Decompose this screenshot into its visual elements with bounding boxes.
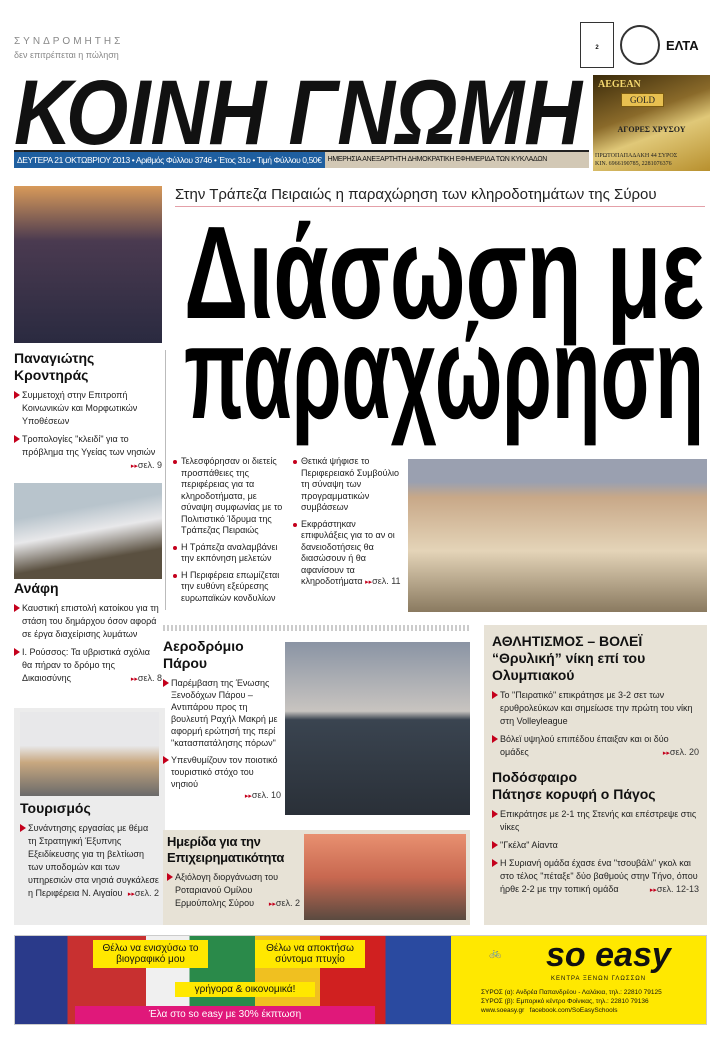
page-ref: ▸▸ σελ. 12-13 [650, 883, 699, 897]
so-easy-ad[interactable] [14, 935, 707, 1025]
article-title: Παναγιώτης Κροντηράς [14, 350, 95, 383]
kroudras-article[interactable] [14, 350, 162, 473]
page-ref: ▸▸ σελ. 2 [128, 887, 159, 901]
article-title: Αεροδρόμιο Πάρου [163, 638, 244, 671]
divider [165, 350, 166, 610]
elta-logo: ΕΛΤΑ [666, 37, 699, 53]
anafi-photo [14, 483, 162, 579]
ad-addresses: ΣΥΡΟΣ (α): Ανδρέα Παπανδρέου - Λαλάκια, τηλ.: 22810 79125 ΣΥΡΟΣ (β): Εμπορικό κέντρο Φοίνικας, τηλ.: 22810 79136 www.soeasy.gr facebook.com/SoEasySchools [481, 989, 662, 1014]
bullet: Εκφράστηκαν επιφυλάξεις για το αν οι δανειοδοτήσεις θα διασώσουν ή θα αφανίσουν τα κληροδοτήματα ▸▸ σελ. 11 [293, 519, 405, 589]
postage-box-icon [580, 22, 614, 68]
divider [163, 625, 470, 631]
article-title: Τουρισμός [20, 800, 91, 816]
tagline: ΗΜΕΡΗΣΙΑ ΑΝΕΞΑΡΤΗΤΗ ΔΗΜΟΚΡΑΤΙΚΗ ΕΦΗΜΕΡΙΔΑ ΤΩΝ ΚΥΚΛΑΔΩΝ [325, 152, 589, 168]
seminar-article[interactable] [163, 830, 470, 925]
page-ref: ▸▸ σελ. 10 [245, 790, 281, 800]
bicycle-icon: 🚲 [489, 948, 502, 959]
postage-stamps [580, 18, 710, 72]
dateline: ΔΕΥΤΕΡΑ 21 ΟΚΤΩΒΡΙΟΥ 2013 • Αριθμός Φύλλου 3746 • Έτος 31ο • Τιμή Φύλλου 0,50€ [14, 152, 325, 168]
page-ref: ▸▸ σελ. 9 [131, 459, 162, 473]
article-title: “Θρυλική” νίκη επί του Ολυμπιακού [492, 650, 646, 683]
no-sale-label: δεν επιτρέπεται η πώληση [14, 50, 119, 60]
lead-headline [180, 205, 707, 450]
lead-headline-1: Διάσωση με [184, 205, 704, 346]
tourism-article[interactable] [14, 708, 165, 925]
seminar-photo [304, 834, 466, 920]
article-title: Ημερίδα για την Επιχειρηματικότητα [167, 834, 285, 865]
kroudras-photo [14, 186, 162, 343]
page-ref: ▸▸ σελ. 8 [131, 672, 162, 686]
article-title: Ανάφη [14, 580, 59, 596]
bullet: Υπενθυμίζουν τον ποιοτικό τουριστικό στόχο του νησιού [163, 754, 281, 790]
bullet: Συνάντησης εργασίας με θέμα τη Στρατηγική Έξυπνης Εξειδίκευσης για τη βελτίωση των υποδομών και των υπηρεσιών στα νησιά συγκάλεσε η Περιφέρεια Ν. Αιγαίου ▸▸ σελ. 2 [20, 822, 159, 900]
bullet: Καυστική επιστολή κατοίκου για τη στάση του δημάρχου όσον αφορά σε έργα διαχείρισης λυμάτων [14, 602, 162, 641]
lead-bullets[interactable] [173, 456, 405, 604]
bullet: Ι. Ρούσσος: Τα υβριστικά σχόλια θα πήραν το δρόμο της Δικαιοσύνης ▸▸ σελ. 8 [14, 646, 162, 685]
ad-brand-sub: ΚΕΝΤΡΑ ΞΕΝΩΝ ΓΛΩΣΣΩΝ [551, 976, 647, 982]
gold-brand: AEGEAN [598, 79, 641, 90]
anafi-article[interactable] [14, 580, 162, 686]
gold-ribbon: GOLD [621, 93, 664, 107]
ad-brand: so easy [546, 936, 671, 974]
masthead [12, 74, 587, 150]
ad-promo: Έλα στο so easy με 30% έκπτωση [75, 1006, 375, 1024]
lead-kicker: Στην Τράπεζα Πειραιώς η παραχώρηση των κληροδοτημάτων της Σύρου [175, 186, 705, 207]
sports-section-title: ΑΘΛΗΤΙΣΜΟΣ – ΒΟΛΕΪ [492, 633, 643, 649]
subscriber-label: ΣΥΝΔΡΟΜΗΤΗΣ [14, 36, 124, 47]
gold-ad[interactable] [593, 75, 710, 171]
date-bar [14, 150, 589, 168]
bullet: Η Τράπεζα αναλαμβάνει την εκπόνηση μελετών [173, 542, 285, 565]
ad-bubble: γρήγορα & οικονομικά! [175, 982, 315, 997]
bullet: Βόλεϊ υψηλού επιπέδου έπαιξαν και οι δύο ομάδες ▸▸ σελ. 20 [492, 733, 699, 759]
bullet: Τελεσφόρησαν οι διετείς προσπάθειες της περιφέρειας για τα κληροδοτήματα, με σύναψη συμφωνίας με το Πολιτιστικό Ίδρυμα της Τράπεζας Πειραιώς [173, 456, 285, 537]
gold-title: ΑΓΟΡΕΣ ΧΡΥΣΟΥ [617, 125, 686, 134]
airport-article[interactable] [163, 638, 281, 800]
page-ref: ▸▸ σελ. 20 [663, 746, 699, 760]
gold-address: ΠΡΩΤΟΠΑΠΑΔΑΚΗ 44 ΣΥΡΟΣ ΚΙΝ. 6966190785, 2281076376 [595, 153, 678, 167]
airport-photo [285, 642, 470, 815]
bullet: Η Συριανή ομάδα έχασε ένα "τσουβάλι" γκολ και στο τέλος "πέταξε" δύο βαθμούς στην Τήνο, όπου ήρθε 2-2 με την τοπική ομάδα ▸▸ σελ. 12-13 [492, 857, 699, 896]
ad-bubble: Θέλω να ενισχύσω το βιογραφικό μου [93, 940, 208, 968]
bullet: Τροπολογίες "κλειδί" για το πρόβλημα της Υγείας των νησιών ▸▸ σελ. 9 [14, 433, 162, 459]
seal-icon [620, 25, 660, 65]
tourism-photo [20, 712, 159, 796]
bullet: "Γκέλα" Αίαντα [492, 839, 699, 852]
page-ref: ▸▸ σελ. 2 [269, 897, 300, 911]
bullet: Επικράτησε με 2-1 της Στενής και επέστρεψε στις νίκες [492, 808, 699, 834]
article-title: Ποδόσφαιρο [492, 769, 578, 785]
stamp-number: 2 [595, 45, 599, 51]
sports-box[interactable] [484, 625, 707, 925]
article-subtitle: Πάτησε κορυφή ο Πάγος [492, 786, 656, 802]
bullet: Η Περιφέρεια επωμίζεται την ευθύνη εξεύρεσης ευρωπαϊκών κονδυλίων [173, 570, 285, 605]
masthead-text: ΚΟΙΝΗ ΓΝΩΜΗ [14, 74, 585, 150]
bullet: Θετικά ψήφισε το Περιφερειακό Συμβούλιο τη σύναψη των προγραμματικών συμβάσεων [293, 456, 405, 514]
bullet: Το "Πειρατικό" επικράτησε με 3-2 σετ των ερυθρολεύκων και σημείωσε την πρώτη του νίκη στη Volleyleague [492, 689, 699, 728]
bullet: Αξιόλογη διοργάνωση του Ροταριανού Ομίλου Ερμούπολης Σύρου ▸▸ σελ. 2 [167, 871, 300, 910]
syros-photo [408, 459, 707, 612]
bullet: Παρέμβαση της Ένωσης Ξενοδόχων Πάρου – Αντιπάρου προς τη βουλευτή Ραχήλ Μακρή με αφορμή ερώτησή της περί "κατασπατάλησης πόρων" [163, 677, 281, 749]
ad-yellow-panel [451, 936, 706, 1024]
lead-headline-2: παραχώρηση [184, 299, 704, 446]
ad-bubble: Θέλω να αποκτήσω σύντομα πτυχίο [255, 940, 365, 968]
bullet: Συμμετοχή στην Επιτροπή Κοινωνικών και Μορφωτικών Υποθέσεων [14, 389, 162, 428]
page-ref: ▸▸ σελ. 11 [365, 576, 400, 586]
